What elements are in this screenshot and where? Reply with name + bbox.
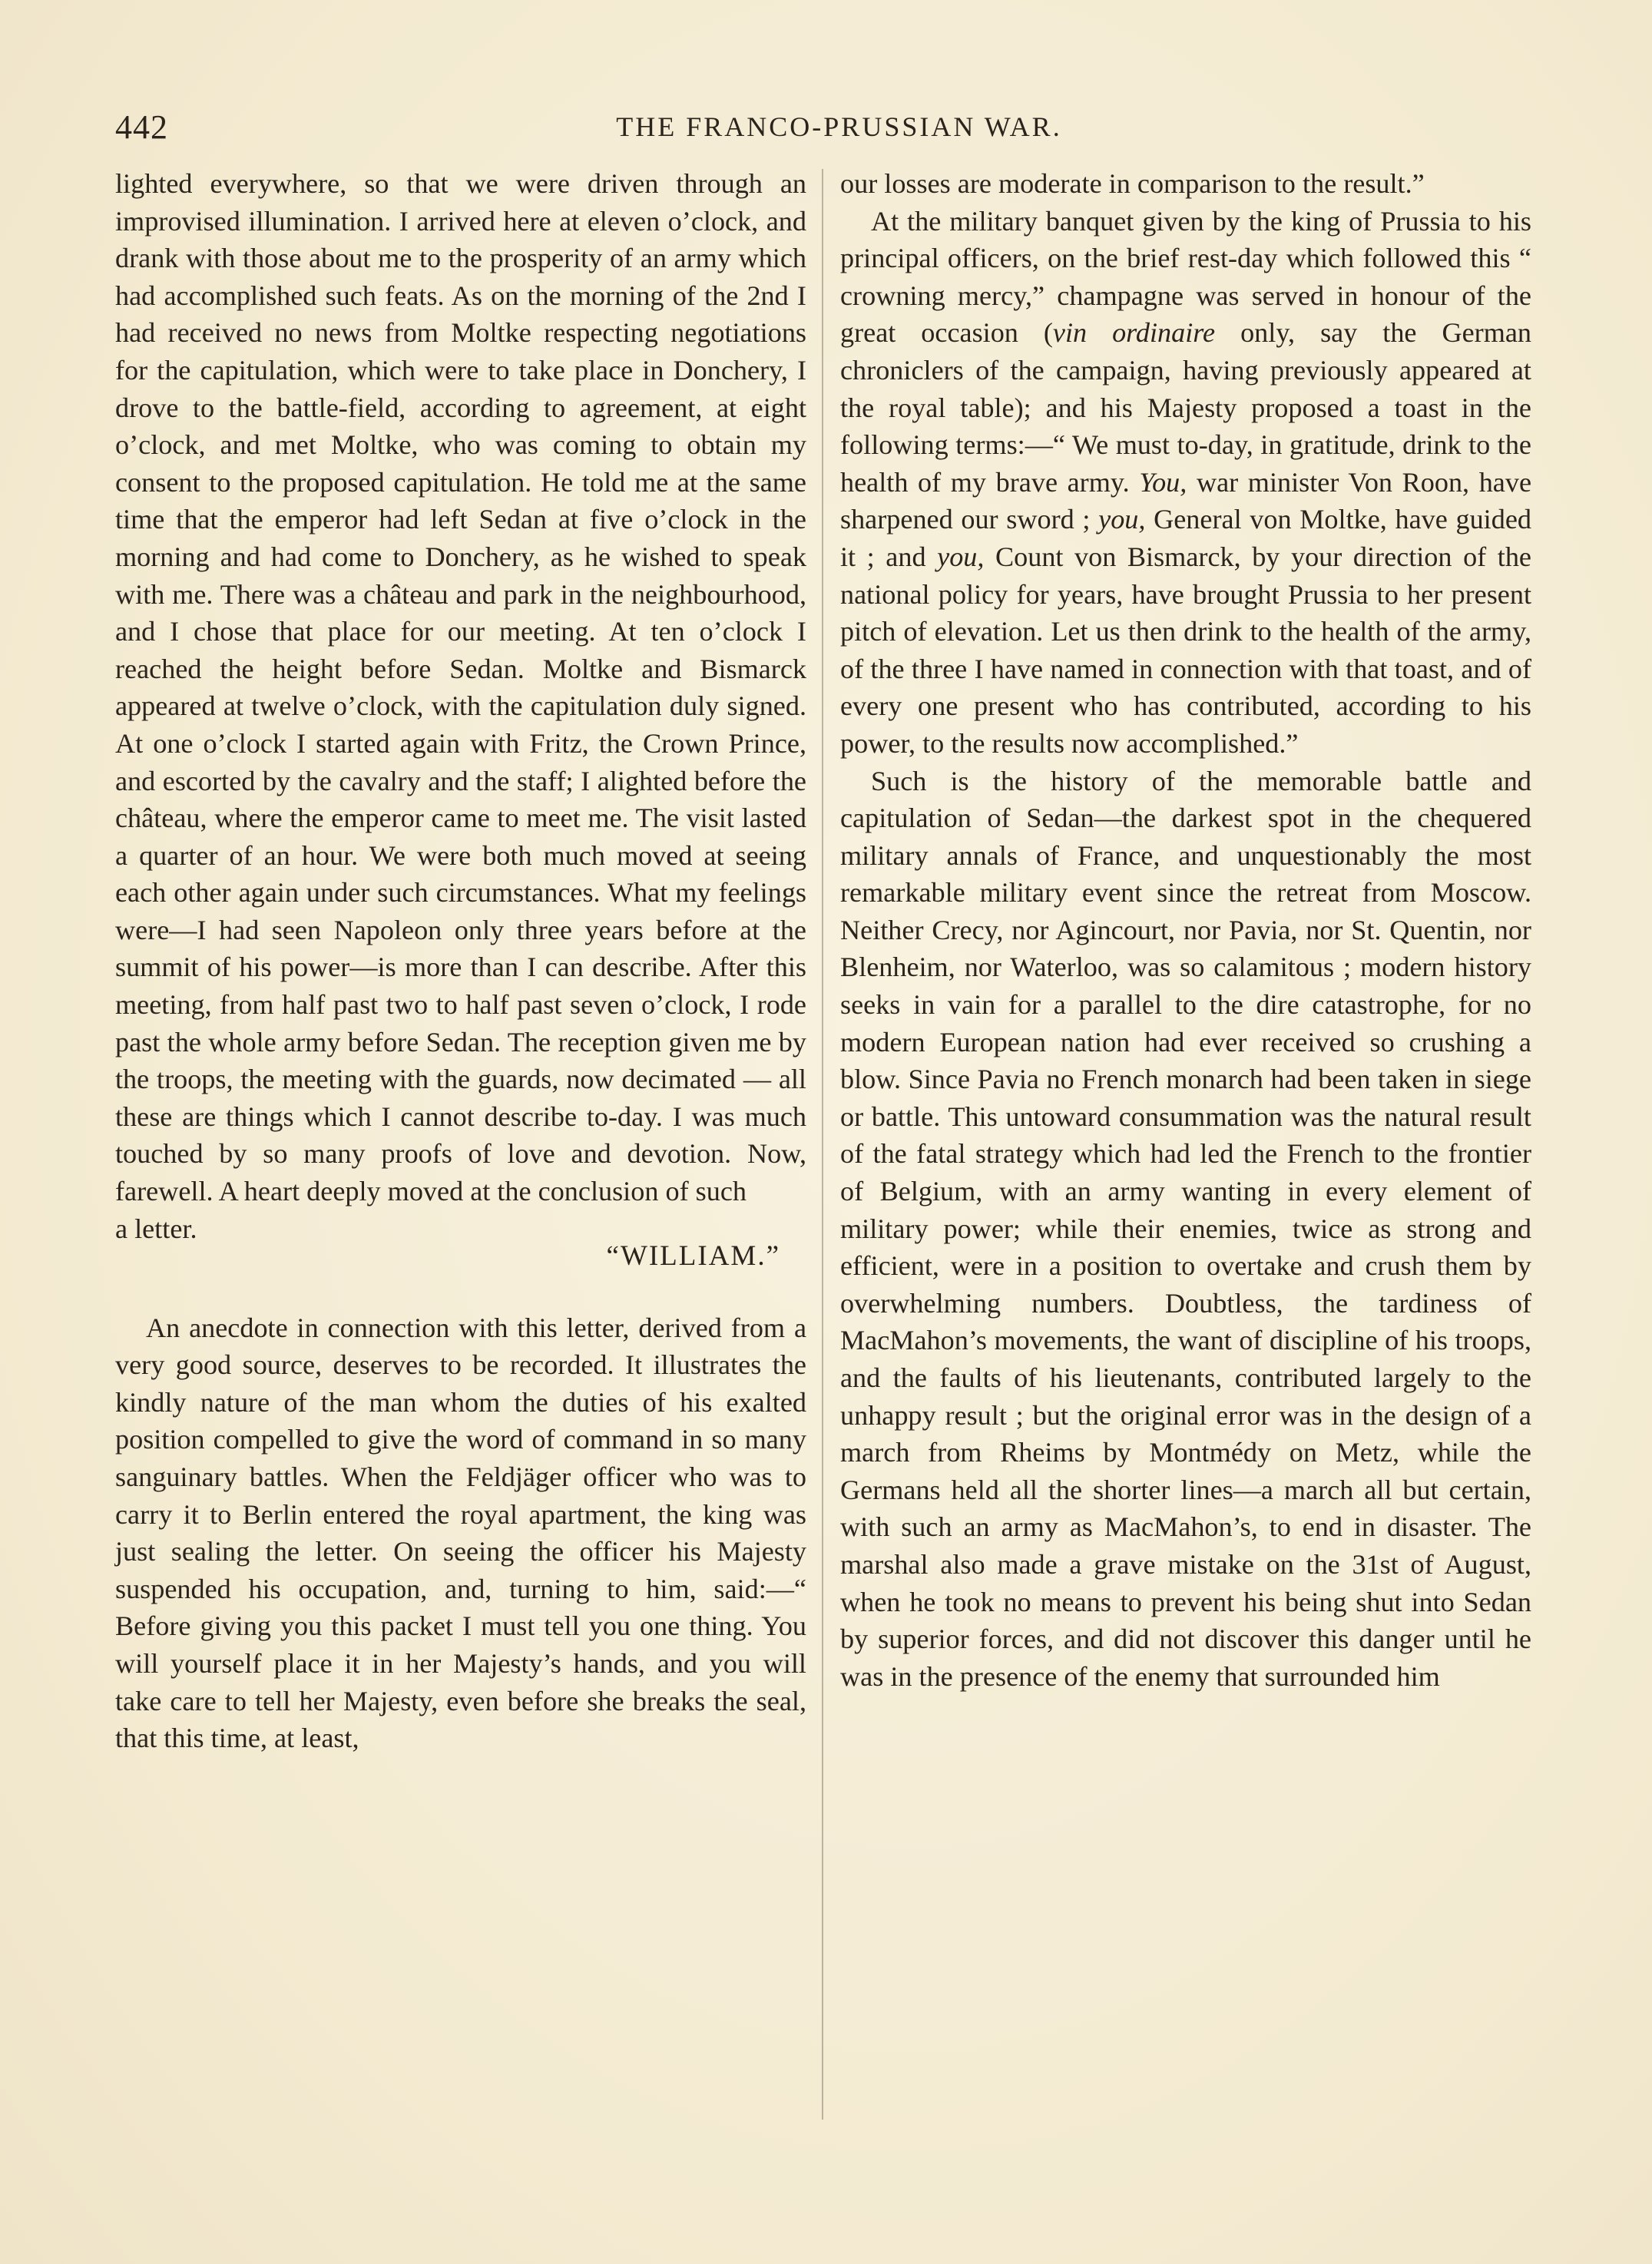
- letter-closing-line: a letter.: [115, 1213, 197, 1244]
- banquet-text-c: war minister Von Roon, have sharpened our sword ;: [840, 466, 1532, 535]
- signature: “WILLIAM.”: [606, 1240, 780, 1272]
- left-column: [115, 165, 806, 1757]
- anecdote-paragraph: An anecdote in connection with this letter, derived from a very good source, deserves to be recorded. It illustrates the kindly nature of the man whom the duties of his exalted position compelled to give the word of command in so many sanguinary battles. When the Feldjäger officer who was to carry it to Berlin entered the royal apartment, the king was just sealing the letter. On seeing the officer his Majesty suspended his occupation, and, turning to him, said:—“ Before giving you this packet I must tell you one thing. You will yourself place it in her Majesty’s hands, and you will take care to tell her Majesty, even before she breaks the seal, that this time, at least,: [115, 1312, 806, 1754]
- banquet-paragraph: [840, 203, 1531, 763]
- continuation-paragraph: our losses are moderate in comparison to the result.”: [840, 168, 1425, 199]
- banquet-italic-you-3: you,: [937, 541, 985, 572]
- paragraph-gap: [115, 1285, 806, 1309]
- right-column: [840, 165, 1531, 1695]
- banquet-italic-you-1: You,: [1139, 466, 1187, 498]
- signature-block: [115, 1210, 806, 1285]
- letter-paragraph: lighted everywhere, so that we were driven through an improvised illumination. I arrived here at eleven o’clock, and drank with those about me to the prosperity of an army which had accomplished such feats. As on the morning of the 2nd I had received no news from Moltke respecting negotiations for the capitulation, which were to take place in Donchery, I drove to the battle-field, according to agreement, at eight o’clock, and met Moltke, who was coming to obtain my consent to the proposed capitulation. He told me at the same time that the emperor had left Sedan at five o’clock in the morning and had come to Donchery, as he wished to speak with me. There was a château and park in the neighbourhood, and I chose that place for our meeting. At ten o’clock I reached the height before Sedan. Moltke and Bismarck appeared at twelve o’clock, with the capitulation duly signed. At one o’clock I started again with Fritz, the Crown Prince, and escorted by the cavalry and the staff; I alighted before the château, where the emperor came to meet me. The visit lasted a quarter of an hour. We were both much moved at seeing each other again under such circumstances. What my feelings were—I had seen Napoleon only three years before at the summit of his power—is more than I can describe. After this meeting, from half past two to half past seven o’clock, I rode past the whole army before Sedan. The reception given me by the troops, the meeting with the guards, now decimated — all these are things which I cannot describe to-day. I was much touched by so many proofs of love and devotion. Now, farewell. A heart deeply moved at the conclusion of such: [115, 168, 806, 1207]
- banquet-text-a: At the military banquet given by the king of Prussia to his principal officers, on the brief rest-day which followed this “ crowning mercy,” champagne was served in honour of the great occasion (: [840, 205, 1531, 349]
- banquet-text-b: only, say the German chroniclers of the campaign, having previously appeared at the royal table); and his Majesty proposed a toast in the following terms:—“ We must to-day, in gratitude, drink to the health of my brave army.: [840, 317, 1531, 498]
- running-head: [115, 108, 1517, 154]
- banquet-italic-you-2: you,: [1098, 504, 1146, 535]
- banquet-italic-vin: vin ordinaire: [1052, 317, 1216, 349]
- page-number: 442: [115, 108, 168, 146]
- banquet-text-e: Count von Bismarck, by your direction of the national policy for years, have brought Prussia to her present pitch of elevation. Let us then drink to the health of the army, of the three I have named in connection with that toast, and of every one present who has contributed, according to his power, to the results now accomplished.”: [840, 541, 1531, 759]
- banquet-text-d: General von Moltke, have guided it ; and: [840, 504, 1531, 572]
- running-title: THE FRANCO-PRUSSIAN WAR.: [616, 111, 1062, 142]
- history-paragraph: Such is the history of the memorable battle and capitulation of Sedan—the darkest spot in the chequered military annals of France, and unquestionably the most remarkable military event since the retreat from Moscow. Neither Crecy, nor Agincourt, nor Pavia, nor St. Quentin, nor Blenheim, nor Waterloo, was so calamitous ; modern history seeks in vain for a parallel to the dire catastrophe, for no modern European nation had ever received so crushing a blow. Since Pavia no French monarch had been taken in siege or battle. This untoward consummation was the natural result of the fatal strategy which had led the French to the frontier of Belgium, with an army wanting in every element of military power; while their enemies, twice as strong and efficient, were in a position to overtake and crush them by overwhelming numbers. Doubtless, the tardiness of MacMahon’s movements, the want of discipline of his troops, and the faults of his lieutenants, contributed largely to the unhappy result ; but the original error was in the design of a march from Rheims by Montmédy on Metz, while the Germans held all the shorter lines—a march all but certain, with such an army as MacMahon’s, to end in disaster. The marshal also made a grave mistake on the 31st of August, when he took no means to prevent his being shut into Sedan by superior forces, and did not discover this danger until he was in the presence of the enemy that surrounded him: [840, 765, 1531, 1692]
- column-rule: [822, 169, 823, 2120]
